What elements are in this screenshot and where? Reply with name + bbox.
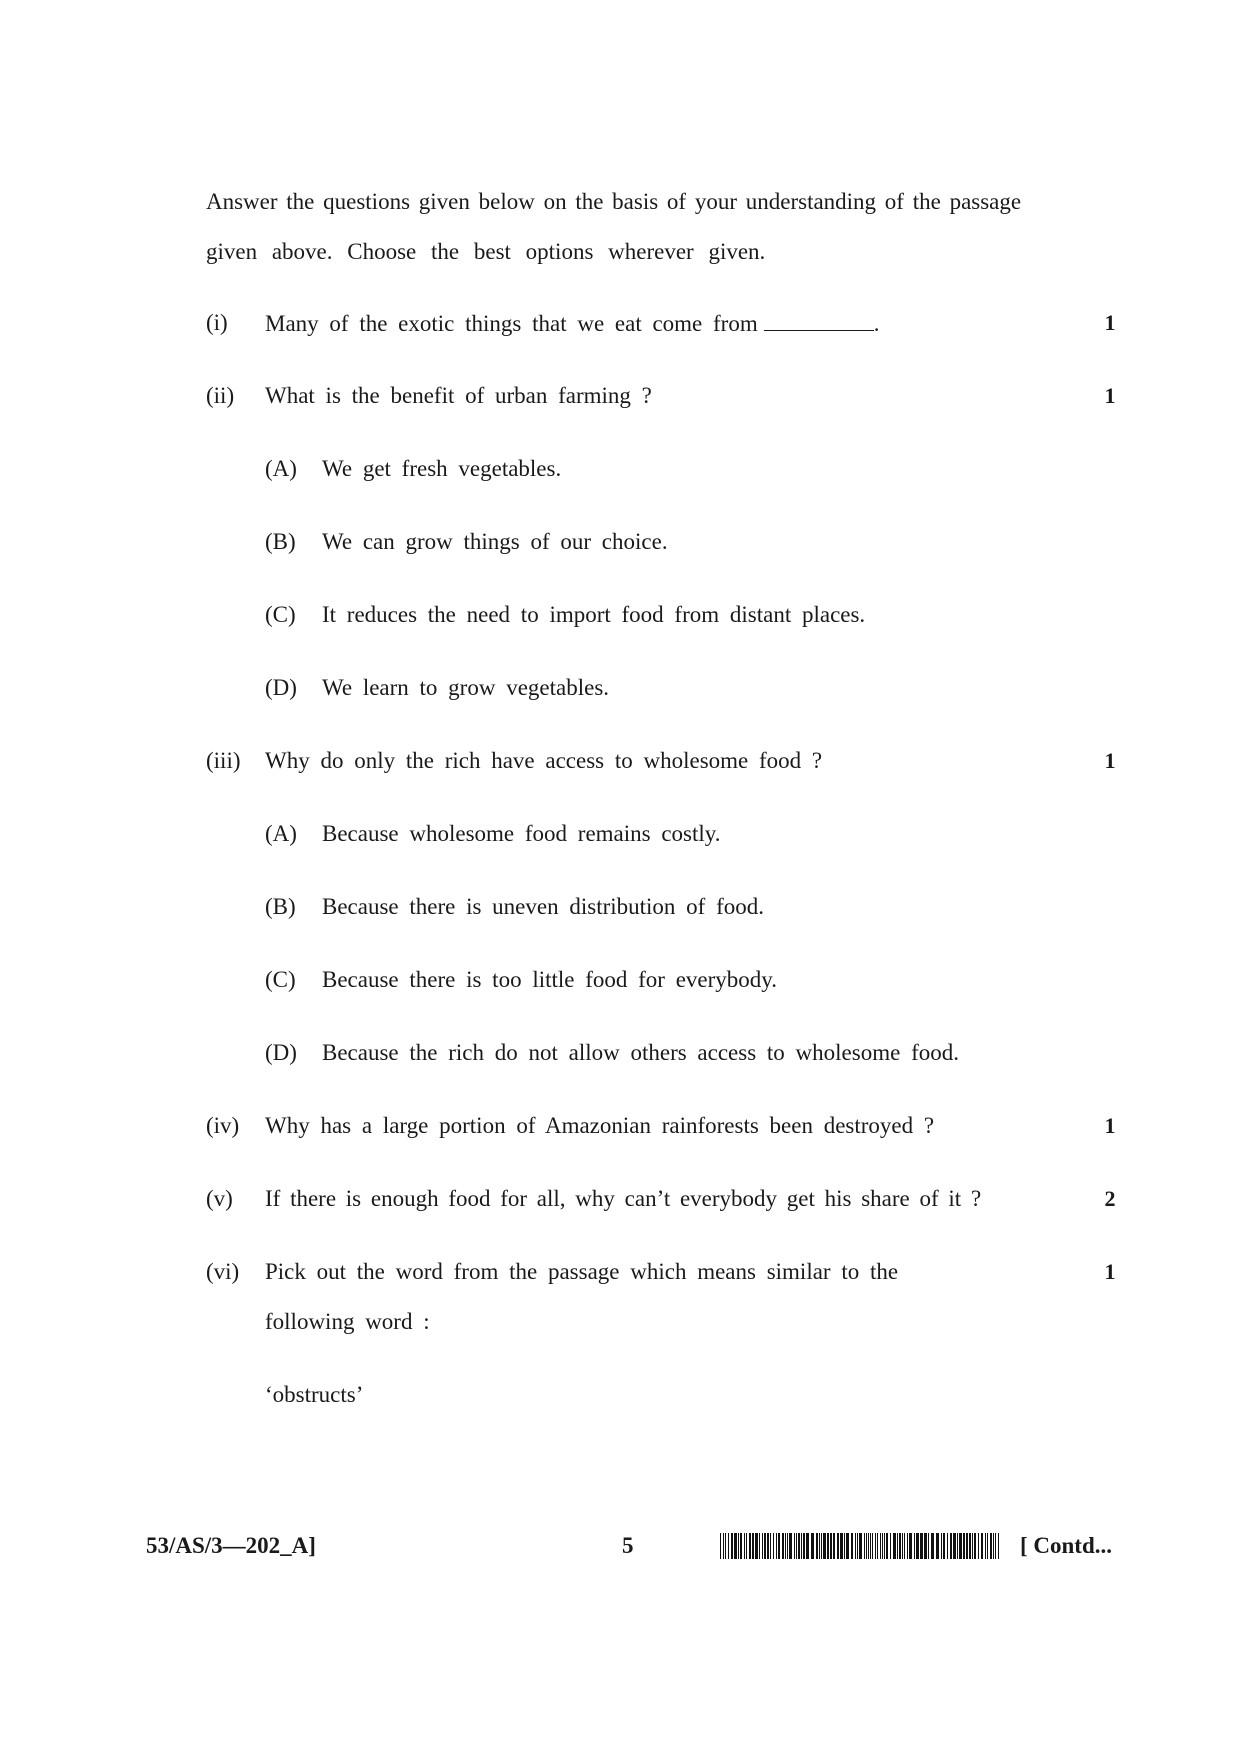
barcode-bar — [816, 1533, 818, 1559]
barcode-bar — [857, 1533, 858, 1559]
barcode-bar — [731, 1533, 733, 1559]
barcode-bar — [941, 1533, 942, 1559]
question-vi-word: ‘obstructs’ — [265, 1382, 364, 1407]
barcode-bar — [995, 1533, 996, 1559]
option-label: (B) — [265, 529, 296, 554]
question-v-text: If there is enough food for all, why can’t everybody get his share of it ? — [265, 1186, 982, 1211]
barcode-bar — [987, 1533, 988, 1559]
barcode-bar — [738, 1533, 739, 1559]
barcode-bar — [998, 1533, 999, 1559]
barcode-bar — [840, 1533, 843, 1559]
barcode-bar — [909, 1533, 912, 1559]
option-label: (D) — [265, 675, 297, 700]
barcode-icon — [720, 1533, 1002, 1559]
barcode-bar — [969, 1533, 971, 1559]
question-number: (ii) — [206, 383, 235, 408]
barcode-bar — [746, 1533, 747, 1559]
barcode-bar — [864, 1533, 865, 1559]
barcode-bar — [959, 1533, 962, 1559]
barcode-bar — [833, 1533, 835, 1559]
continued-label: [ Contd... — [1020, 1533, 1113, 1558]
barcode-bar — [920, 1533, 923, 1559]
barcode-bar — [947, 1533, 948, 1559]
barcode-bar — [734, 1533, 737, 1559]
barcode-bar — [985, 1533, 986, 1559]
barcode-bar — [770, 1533, 771, 1559]
barcode-bar — [953, 1533, 956, 1559]
barcode-bar — [904, 1533, 905, 1559]
question-i-suffix: . — [873, 311, 880, 336]
barcode-bar — [725, 1533, 726, 1559]
option-label: (C) — [265, 967, 296, 992]
barcode-bar — [893, 1533, 896, 1559]
barcode-bar — [957, 1533, 958, 1559]
question-marks: 1 — [1104, 1113, 1116, 1138]
barcode-bar — [990, 1533, 992, 1559]
question-marks: 2 — [1104, 1186, 1116, 1211]
question-iii-text: Why do only the rich have access to wholesome food ? — [265, 748, 823, 773]
barcode-bar — [846, 1533, 849, 1559]
question-ii-text: What is the benefit of urban farming ? — [265, 383, 652, 408]
page-number: 5 — [622, 1533, 634, 1558]
barcode-bar — [872, 1533, 873, 1559]
barcode-bar — [870, 1533, 871, 1559]
barcode-bar — [886, 1533, 888, 1559]
instructions-line-1: Answer the questions given below on the basis of your understanding of the passage — [206, 189, 1022, 214]
barcode-bar — [993, 1533, 994, 1559]
question-number: (vi) — [206, 1259, 240, 1284]
question-i-text: Many of the exotic things that we eat come from — [265, 311, 758, 336]
barcode-bar — [794, 1533, 795, 1559]
option-label: (C) — [265, 602, 296, 627]
barcode-bar — [740, 1533, 742, 1559]
question-number: (v) — [206, 1186, 233, 1211]
barcode-bar — [827, 1533, 829, 1559]
barcode-bar — [866, 1533, 867, 1559]
instructions-line-2: given above. Choose the best options wherever given. — [206, 239, 766, 264]
barcode-bar — [877, 1533, 878, 1559]
question-marks: 1 — [1104, 1259, 1116, 1284]
barcode-bar — [837, 1533, 839, 1559]
question-iv-text: Why has a large portion of Amazonian rainforests been destroyed ? — [265, 1113, 935, 1138]
barcode-bar — [801, 1533, 802, 1559]
option-label: (A) — [265, 456, 297, 481]
option-text: We get fresh vegetables. — [322, 456, 562, 481]
question-marks: 1 — [1104, 748, 1116, 773]
barcode-bar — [723, 1533, 724, 1559]
barcode-bar — [963, 1533, 965, 1559]
barcode-bar — [823, 1533, 826, 1559]
barcode-bar — [859, 1533, 862, 1559]
barcode-bar — [974, 1533, 976, 1559]
barcode-bar — [884, 1533, 885, 1559]
barcode-bar — [855, 1533, 856, 1559]
question-text — [265, 308, 879, 339]
option-label: (B) — [265, 894, 296, 919]
barcode-bar — [907, 1533, 908, 1559]
barcode-bar — [880, 1533, 881, 1559]
barcode-bar — [981, 1533, 983, 1559]
barcode-bar — [821, 1533, 822, 1559]
barcode-bar — [811, 1533, 814, 1559]
barcode-bar — [767, 1533, 769, 1559]
paper-code: 53/AS/3—202_A] — [146, 1533, 316, 1558]
barcode-bar — [776, 1533, 777, 1559]
question-vi-text-continued: following word : — [265, 1309, 430, 1334]
option-text: Because wholesome food remains costly. — [322, 821, 721, 846]
barcode-bar — [943, 1533, 945, 1559]
barcode-bar — [966, 1533, 968, 1559]
barcode-bar — [851, 1533, 853, 1559]
barcode-bar — [914, 1533, 915, 1559]
barcode-bar — [759, 1533, 760, 1559]
barcode-bar — [720, 1533, 721, 1559]
barcode-bar — [950, 1533, 952, 1559]
question-number: (iv) — [206, 1113, 240, 1138]
barcode-bar — [806, 1533, 809, 1559]
barcode-bar — [749, 1533, 751, 1559]
barcode-bar — [819, 1533, 820, 1559]
barcode-bar — [924, 1533, 927, 1559]
barcode-bar — [798, 1533, 800, 1559]
question-vi-text: Pick out the word from the passage which means similar to the — [265, 1259, 899, 1284]
question-marks: 1 — [1104, 310, 1116, 335]
answer-blank — [764, 308, 874, 331]
option-label: (D) — [265, 1040, 297, 1065]
barcode-bar — [931, 1533, 934, 1559]
question-number: (iii) — [206, 748, 241, 773]
barcode-bar — [928, 1533, 929, 1559]
barcode-bar — [972, 1533, 973, 1559]
barcode-bar — [830, 1533, 832, 1559]
barcode-bar — [916, 1533, 919, 1559]
barcode-bar — [844, 1533, 845, 1559]
barcode-bar — [773, 1533, 774, 1559]
option-text: It reduces the need to import food from distant places. — [322, 602, 866, 627]
option-text: Because there is uneven distribution of food. — [322, 894, 764, 919]
question-marks: 1 — [1104, 383, 1116, 408]
barcode-bar — [764, 1533, 766, 1559]
option-text: Because there is too little food for everybody. — [322, 967, 778, 992]
barcode-bar — [785, 1533, 786, 1559]
question-number: (i) — [206, 310, 228, 335]
barcode-bar — [890, 1533, 891, 1559]
barcode-bar — [787, 1533, 788, 1559]
barcode-bar — [796, 1533, 797, 1559]
barcode-bar — [803, 1533, 805, 1559]
barcode-bar — [936, 1533, 939, 1559]
barcode-bar — [728, 1533, 729, 1559]
barcode-bar — [789, 1533, 792, 1559]
option-text: Because the rich do not allow others access to wholesome food. — [322, 1040, 959, 1065]
option-text: We can grow things of our choice. — [322, 529, 668, 554]
barcode-bar — [762, 1533, 763, 1559]
barcode-bar — [778, 1533, 780, 1559]
option-text: We learn to grow vegetables. — [322, 675, 610, 700]
barcode-bar — [868, 1533, 869, 1559]
barcode-bar — [902, 1533, 903, 1559]
barcode-bar — [875, 1533, 876, 1559]
barcode-bar — [744, 1533, 745, 1559]
option-label: (A) — [265, 821, 297, 846]
barcode-bar — [897, 1533, 898, 1559]
barcode-bar — [782, 1533, 784, 1559]
barcode-bar — [752, 1533, 754, 1559]
barcode-bar — [978, 1533, 979, 1559]
barcode-bar — [755, 1533, 758, 1559]
barcode-bar — [899, 1533, 901, 1559]
barcode-bar — [882, 1533, 883, 1559]
